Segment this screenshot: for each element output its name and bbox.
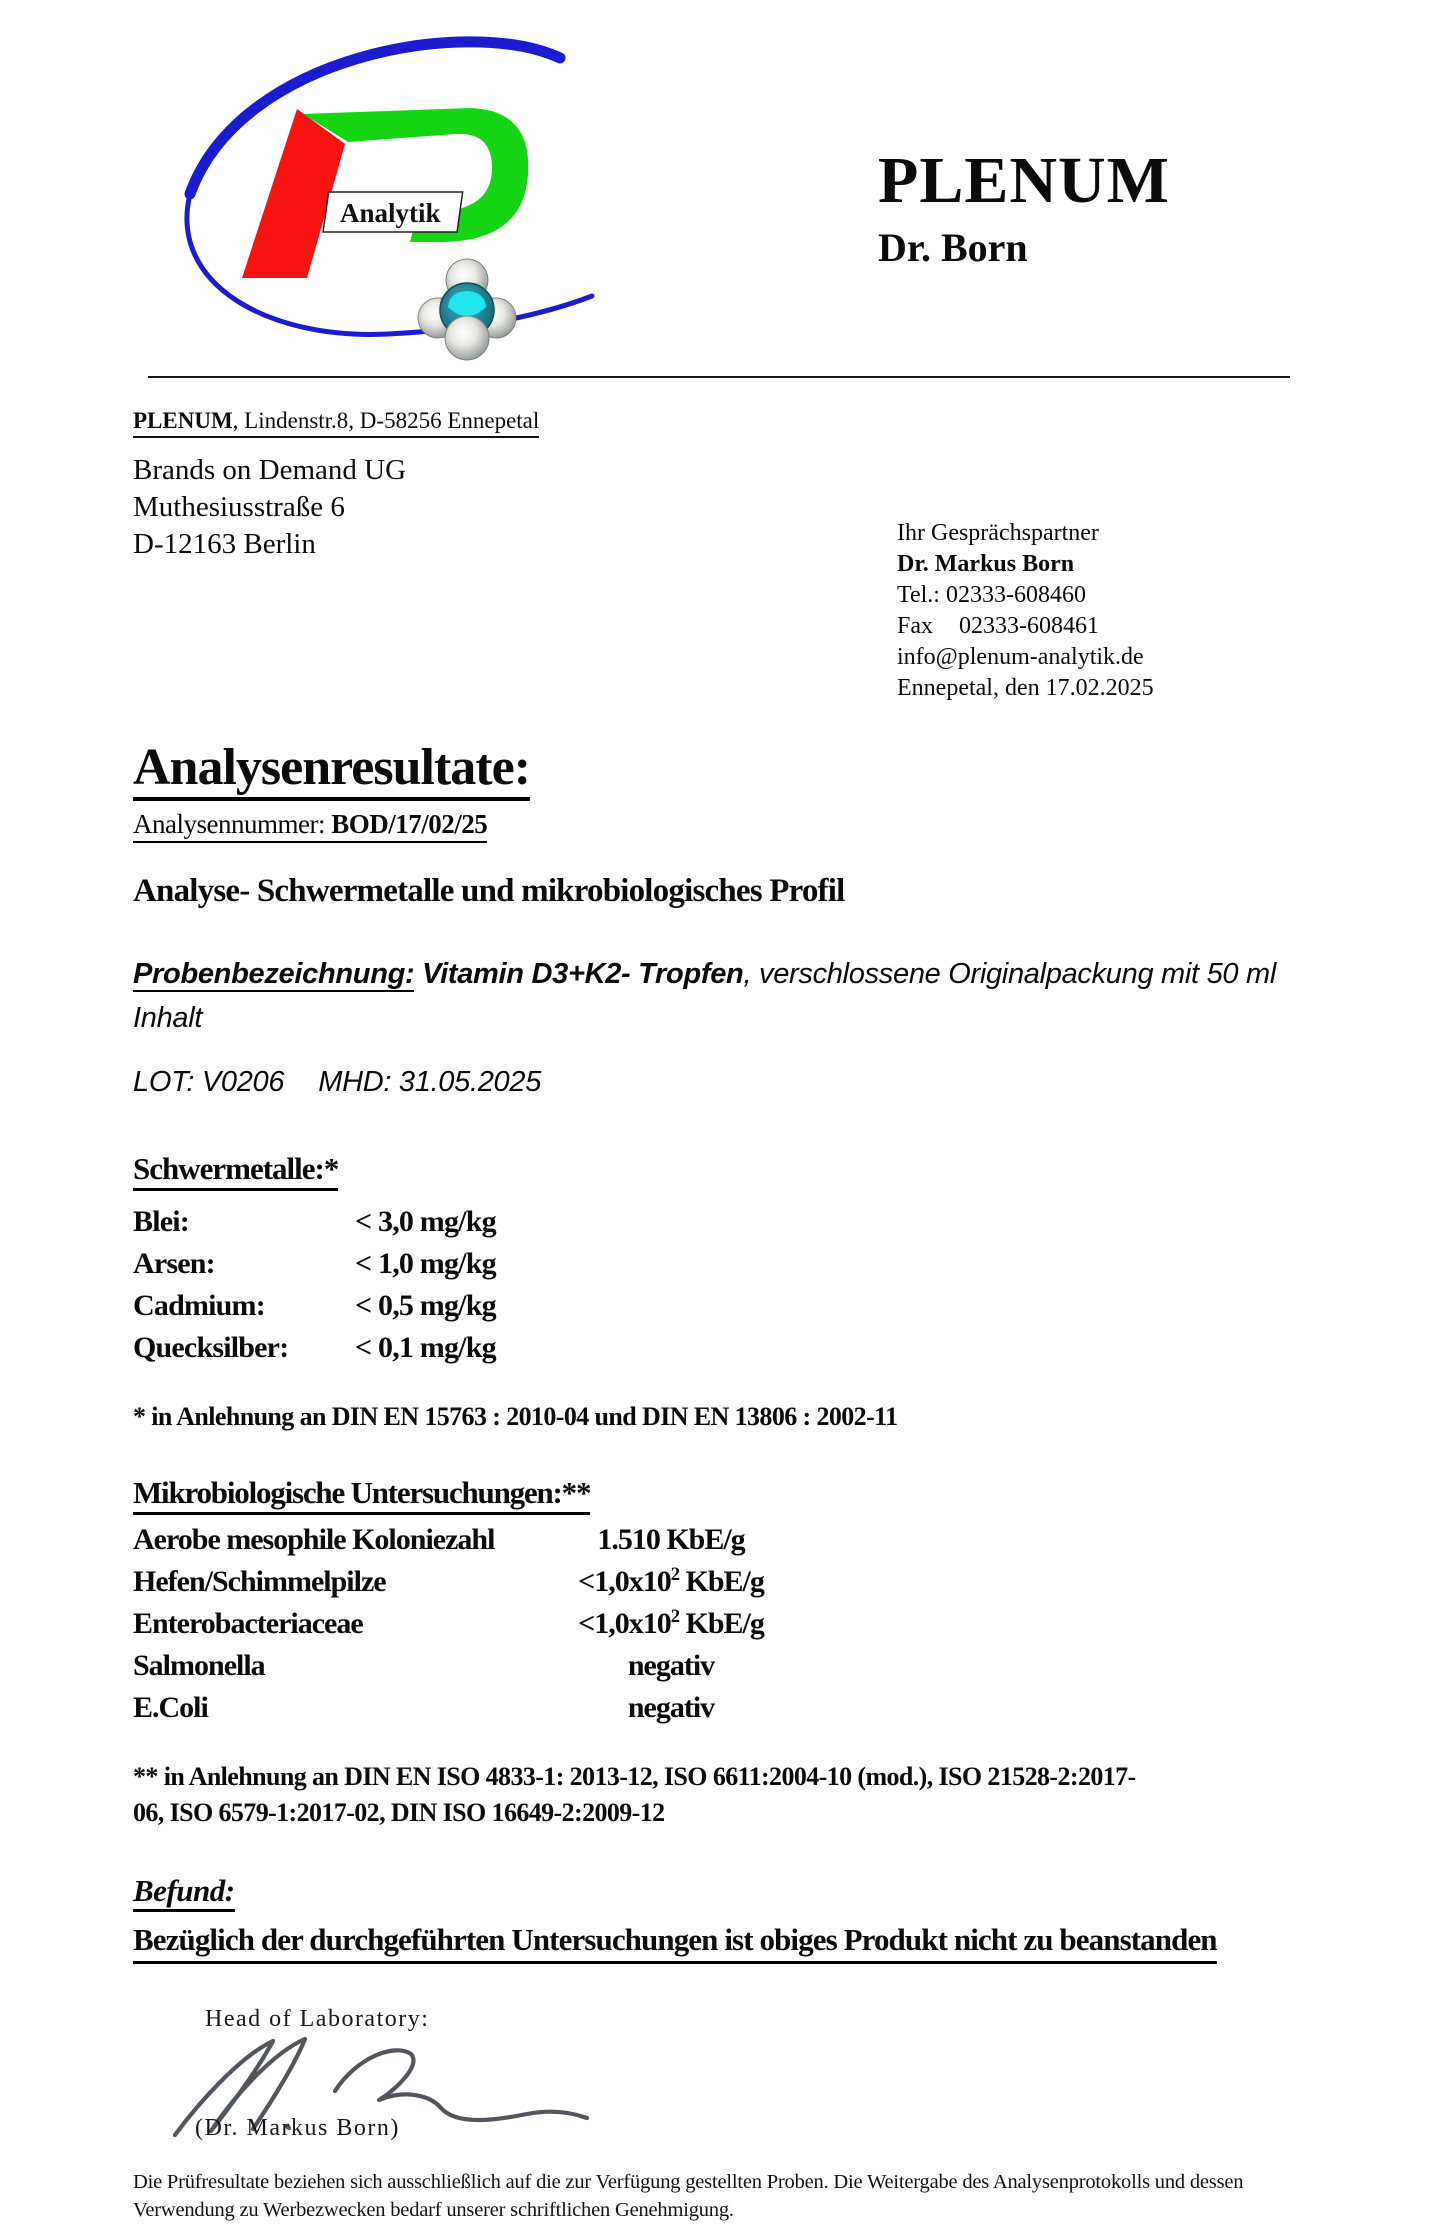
tel-label: Tel.: [897,582,940,608]
heavy-metals-footnote: * in Anlehnung an DIN EN 15763 : 2010-04 und DIN EN 13806 : 2002-11 [133,1402,898,1431]
befund-label: Befund: [133,1873,235,1912]
table-row [133,1201,1295,1243]
molecule-icon [418,259,516,360]
table-row [133,1645,1295,1687]
fax-number: 02333-608461 [959,613,1099,639]
footer-line2: Verwendung zu Werbezwecken bedarf unserer schriftlichen Genehmigung. [133,2199,734,2221]
heavy-metals-table [133,1201,1295,1369]
micro-label: Salmonella [133,1649,265,1682]
sample-description [133,952,1295,1040]
contact-dateline: Ennepetal, den 17.02.2025 [897,675,1154,701]
analysis-number: BOD/17/02/25 [331,809,488,839]
micro-label: Hefen/Schimmelpilze [133,1565,386,1598]
micro-value [495,1687,847,1729]
microbiology-footnote-line2: 06, ISO 6579-1:2017-02, DIN ISO 16649-2:2009-12 [133,1798,665,1827]
micro-value [495,1519,847,1561]
company-subname: Dr. Born [878,225,1028,270]
befund-statement: Bezüglich der durchgeführten Untersuchungen ist obiges Produkt nicht zu beanstanden [133,1922,1217,1964]
table-row [133,1243,1295,1285]
contact-block [897,518,1154,704]
contact-email: info@plenum-analytik.de [897,644,1144,670]
metal-value: < 1,0 mg/kg [355,1247,496,1280]
contact-fax [897,611,1154,642]
lot-mhd-line [133,1066,1295,1099]
company-name: PLENUM [878,144,1170,217]
analysis-number-label: Analysennummer: [133,809,332,839]
analysis-number-line [133,809,487,843]
sender-company: PLENUM [133,408,233,433]
recipient-street: Muthesiusstraße 6 [133,491,345,523]
recipient-city: D-12163 Berlin [133,528,316,560]
table-row [133,1687,1295,1729]
micro-value-main: <1,0x10 [578,1607,671,1640]
signature-role: Head of Laboratory: [205,2006,430,2032]
micro-label: Enterobacteriaceae [133,1607,363,1640]
micro-value-main: negativ [627,1691,715,1724]
micro-value [495,1561,847,1603]
sender-line [133,408,539,438]
sample-label: Probenbezeichnung: [133,958,415,990]
microbiology-title: Mikrobiologische Untersuchungen:** [133,1475,590,1515]
metal-label: Cadmium: [133,1289,265,1322]
results-title: Analysenresultate: [133,742,530,801]
micro-value [495,1645,847,1687]
microbiology-footnote [133,1759,1295,1831]
micro-value-unit: KbE/g [659,1523,745,1556]
micro-value-main: 1.510 [597,1523,660,1556]
header-divider [148,376,1290,378]
contact-intro: Ihr Gesprächspartner [897,520,1099,546]
micro-value-unit: KbE/g [679,1565,764,1598]
micro-label: Aerobe mesophile Koloniezahl [133,1523,495,1556]
signature-name: (Dr. Markus Born) [195,2115,400,2141]
contact-person: Dr. Markus Born [897,551,1075,577]
micro-value-sup: 2 [670,1606,680,1627]
micro-label: E.Coli [133,1691,208,1724]
table-row [133,1519,1295,1561]
microbiology-table [133,1519,1295,1729]
metal-label: Blei: [133,1205,189,1238]
sender-address: , Lindenstr.8, D-58256 Ennepetal [232,408,540,433]
metal-label: Arsen: [133,1247,215,1280]
analysis-title: Analyse- Schwermetalle und mikrobiologisches Profil [133,873,845,909]
logo-analytik-label: Analytik [340,198,441,228]
micro-value [495,1603,847,1645]
contact-tel [897,580,1154,611]
metal-value: < 0,5 mg/kg [355,1289,496,1322]
table-row [133,1603,1295,1645]
sample-desc: , verschlossene Originalpackung mit 50 ml [743,958,1276,990]
brand-block [878,144,1170,270]
recipient-name: Brands on Demand UG [133,454,407,486]
signature-block [133,2006,1295,2142]
footer-disclaimer [133,2168,1295,2224]
metal-value: < 0,1 mg/kg [355,1331,496,1364]
micro-value-sup: 2 [670,1564,680,1585]
micro-value-main: <1,0x10 [578,1565,671,1598]
sample-desc-2: Inhalt [133,1002,203,1034]
mhd-value: MHD: 31.05.2025 [318,1066,542,1098]
footer-line1: Die Prüfresultate beziehen sich ausschließlich auf die zur Verfügung gestellten Proben. Die Weitergabe des Analysenprotokolls und dessen [133,2171,1244,2193]
lot-value: LOT: V0206 [133,1066,285,1098]
microbiology-footnote-line1: ** in Anlehnung an DIN EN ISO 4833-1: 2013-12, ISO 6611:2004-10 (mod.), ISO 21528-2:2017- [133,1762,1136,1791]
table-row [133,1327,1295,1369]
heavy-metals-title: Schwermetalle:* [133,1151,338,1191]
sample-name: Vitamin D3+K2- Tropfen [414,958,744,990]
fax-label: Fax [897,613,933,639]
micro-value-unit: KbE/g [679,1607,764,1640]
plenum-analytik-logo [140,26,610,371]
metal-label: Quecksilber: [133,1331,289,1364]
recipient-address [133,452,406,563]
metal-value: < 3,0 mg/kg [355,1205,496,1238]
tel-number: 02333-608460 [945,582,1086,608]
report-body [133,739,1295,2224]
logo-graphic-icon [140,26,610,371]
micro-value-main: negativ [627,1649,715,1682]
table-row [133,1285,1295,1327]
table-row [133,1561,1295,1603]
